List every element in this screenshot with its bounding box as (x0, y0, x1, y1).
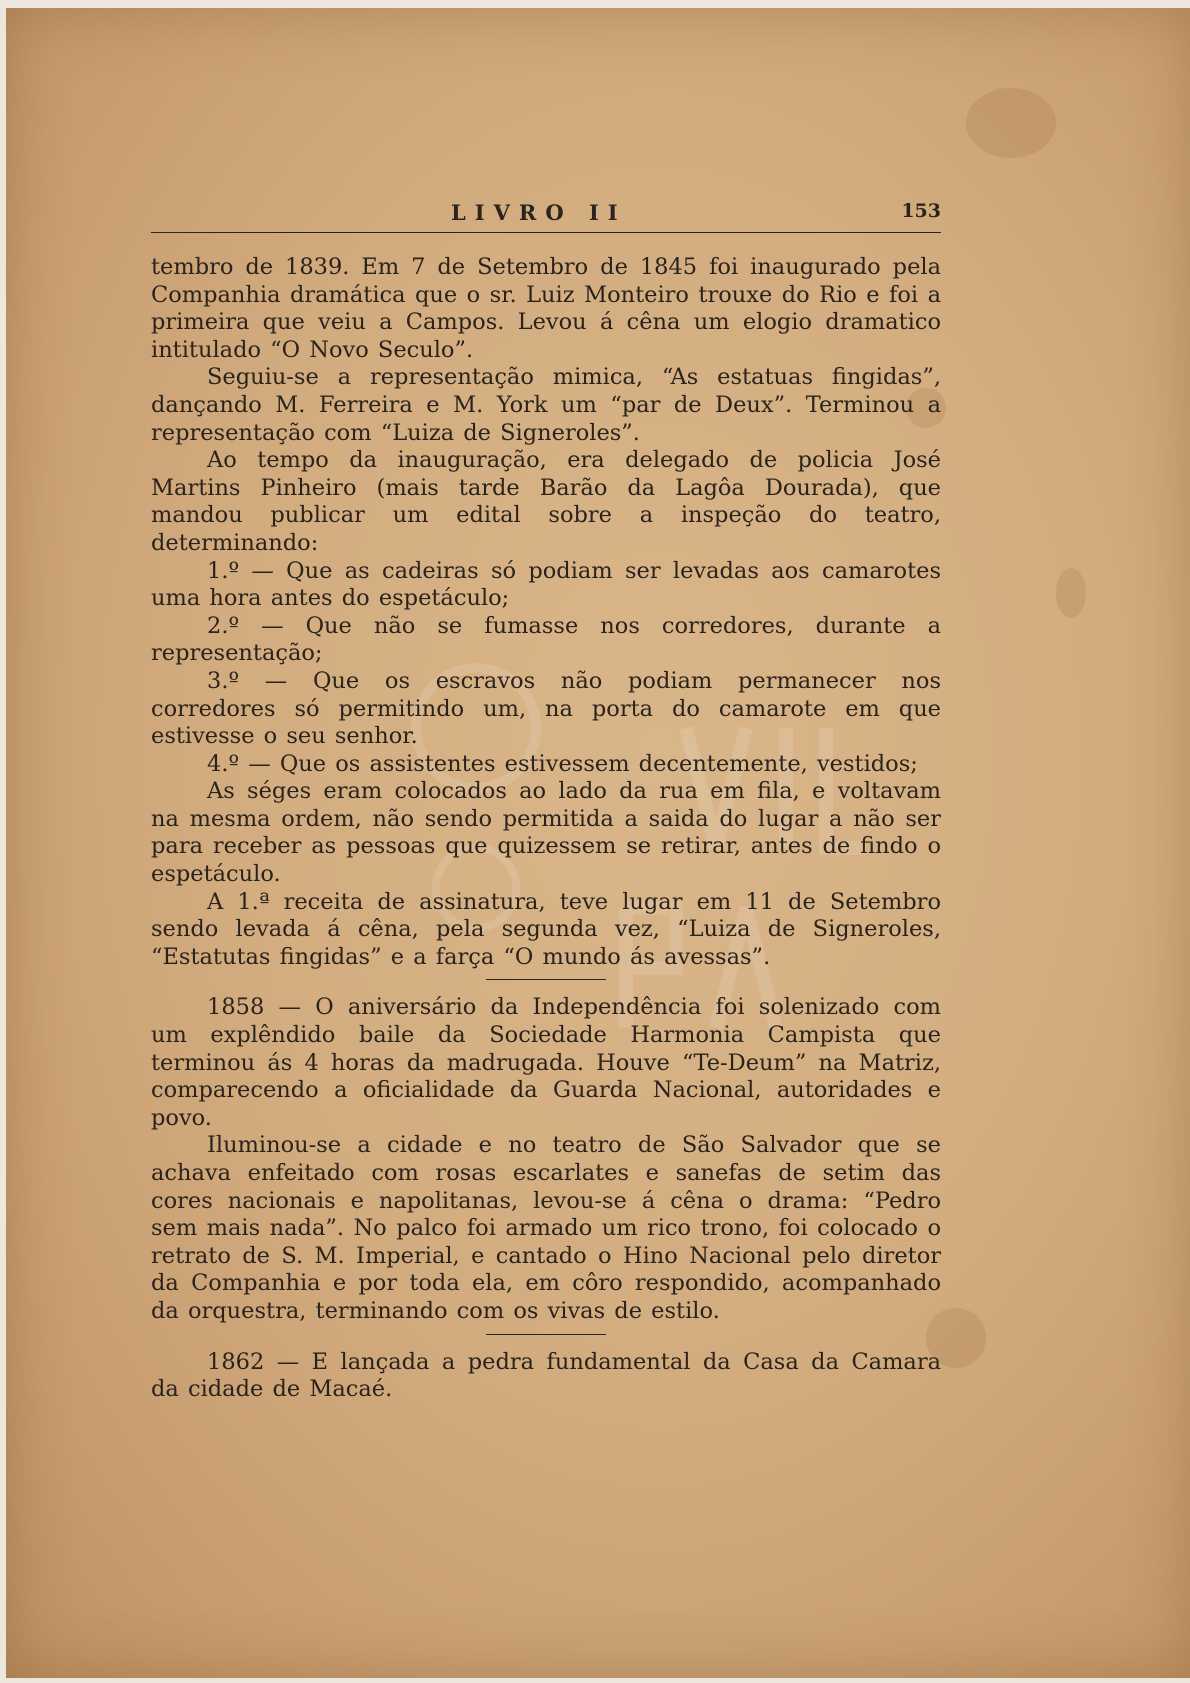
page-number: 153 (901, 200, 941, 222)
paragraph: Ao tempo da inauguração, era delegado de policia José Martins Pinheiro (mais tarde Barão da Lagôa Dourada), que mandou publicar um edital sobre a inspeção do teatro, determinando: (151, 447, 941, 556)
section-divider (486, 979, 606, 980)
list-item: 1.º — Que as cadeiras só podiam ser levadas aos camarotes uma hora antes do espetáculo; (151, 557, 941, 612)
list-item: 2.º — Que não se fumasse nos corredores, durante a representação; (151, 612, 941, 667)
list-item: 3.º — Que os escravos não podiam permanecer nos corredores só permitindo um, na porta do camarote em que estivesse o seu senhor. (151, 667, 941, 750)
page-body (151, 254, 941, 1404)
section-divider (486, 1334, 606, 1335)
paragraph: tembro de 1839. Em 7 de Setembro de 1845 foi inaugurado pela Companhia dramática que o sr. Luiz Monteiro trouxe do Rio e foi a primeira que veiu a Campos. Levou á cêna um elogio dramatico intitulado “O Novo Seculo”. (151, 254, 941, 363)
paragraph: As séges eram colocados ao lado da rua em fila, e voltavam na mesma ordem, não sendo permitida a saida do lugar a não ser para receber as pessoas que quizessem se retirar, antes de findo o espetáculo. (151, 778, 941, 888)
paragraph: Seguiu-se a representação mimica, “As estatuas fingidas”, dançando M. Ferreira e M. York um “par de Deux”. Terminou a representação com “Luiza de Signeroles”. (151, 364, 941, 446)
list-item: 4.º — Que os assistentes estivessem decentemente, vestidos; (207, 750, 918, 777)
page-header (151, 198, 941, 233)
paragraph: A 1.ª receita de assinatura, teve lugar em 11 de Setembro sendo levada á cêna, pela segunda vez, “Luiza de Signeroles, “Estatutas fingidas” e a farça “O mundo ás avessas”. (151, 888, 941, 970)
paragraph: Iluminou-se a cidade e no teatro de São Salvador que se achava enfeitado com rosas escarlates e sanefas de setim das cores nacionais e napolitanas, levou-se á cêna o drama: “Pedro sem mais nada”. No palco foi armado um rico trono, foi colocado o retrato de S. M. Imperial, e cantado o Hino Nacional pelo diretor da Companhia e por toda ela, em côro respondido, acompanhado da orquestra, terminando com os vivas de estilo. (151, 1132, 941, 1324)
paragraph: 1862 — E lançada a pedra fundamental da Casa da Camara da cidade de Macaé. (151, 1348, 941, 1403)
running-head: LIVRO II (451, 200, 627, 225)
book-page (6, 8, 1190, 1678)
paragraph: 1858 — O aniversário da Independência foi solenizado com um explêndido baile da Sociedade Harmonia Campista que terminou ás 4 horas da madrugada. Houve “Te-Deum” na Matriz, comparecendo a oficialidade da Guarda Nacional, autoridades e povo. (151, 994, 941, 1131)
